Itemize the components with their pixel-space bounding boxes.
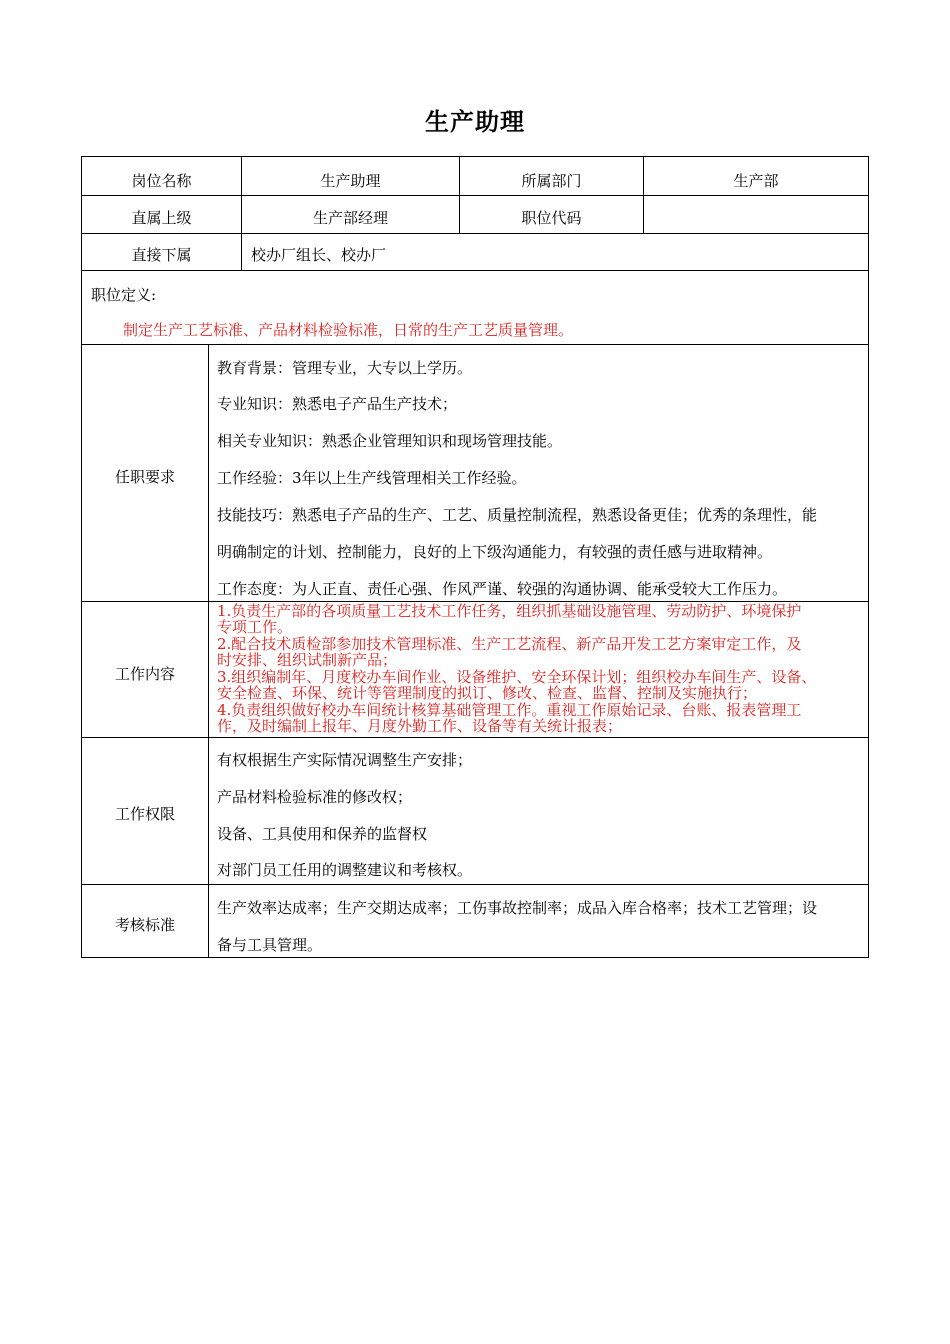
subordinate-value: 校办厂组长、校办厂 — [251, 246, 387, 264]
row-divider — [82, 270, 868, 271]
position-code-label: 职位代码 — [521, 209, 582, 227]
definition-label: 职位定义: — [91, 286, 157, 304]
duty-line: 时安排、组织试制新产品； — [217, 651, 398, 669]
duty-line: 专项工作。 — [217, 618, 293, 636]
row-divider — [82, 195, 868, 196]
supervisor-value: 生产部经理 — [312, 209, 388, 227]
column-divider — [208, 344, 209, 958]
definition-text: 制定生产工艺标准、产品材料检验标准，日常的生产工艺质量管理。 — [123, 321, 574, 339]
duty-line: 2.配合技术质检部参加技术管理标准、生产工艺流程、新产品开发工艺方案审定工作，及 — [217, 635, 802, 653]
row-divider — [82, 884, 868, 885]
requirements-label: 任职要求 — [114, 468, 175, 486]
assessment-line: 备与工具管理。 — [217, 936, 323, 954]
department-label: 所属部门 — [521, 172, 582, 190]
authority-item: 有权根据生产实际情况调整生产安排； — [217, 751, 473, 769]
supervisor-label: 直属上级 — [131, 209, 192, 227]
assessment-label: 考核标准 — [114, 916, 175, 934]
requirement-item: 技能技巧：熟悉电子产品的生产、工艺、质量控制流程，熟悉设备更佳；优秀的条理性，能 — [217, 506, 818, 524]
row-divider — [82, 737, 868, 738]
authority-item: 产品材料检验标准的修改权； — [217, 788, 413, 806]
assessment-line: 生产效率达成率；生产交期达成率；工伤事故控制率；成品入库合格率；技术工艺管理；设 — [217, 899, 818, 917]
authority-item: 对部门员工任用的调整建议和考核权。 — [217, 861, 473, 879]
duty-line: 4.负责组织做好校办车间统计核算基础管理工作。重视工作原始记录、台账、报表管理工 — [217, 701, 802, 719]
duty-line: 作，及时编制上报年、月度外勤工作、设备等有关统计报表； — [217, 717, 623, 735]
subordinate-label: 直接下属 — [131, 246, 192, 264]
row-divider — [82, 233, 868, 234]
requirement-item: 相关专业知识：熟悉企业管理知识和现场管理技能。 — [217, 432, 563, 450]
page-title: 生产助理 — [425, 107, 525, 136]
position-name-value: 生产助理 — [320, 172, 381, 190]
requirement-item: 明确制定的计划、控制能力，良好的上下级沟通能力，有较强的责任感与进取精神。 — [217, 543, 773, 561]
duty-line: 安全检查、环保、统计等管理制度的拟订、修改、检查、监督、控制及实施执行； — [217, 684, 758, 702]
authority-label: 工作权限 — [114, 805, 175, 823]
requirement-item: 专业知识：熟悉电子产品生产技术； — [217, 395, 458, 413]
duties-label: 工作内容 — [114, 665, 175, 683]
duty-line: 3.组织编制年、月度校办车间作业、设备维护、安全环保计划；组织校办车间生产、设备、 — [217, 668, 817, 686]
requirement-item: 教育背景：管理专业，大专以上学历。 — [217, 359, 473, 377]
requirement-item: 工作经验：3年以上生产线管理相关工作经验。 — [217, 469, 527, 487]
authority-item: 设备、工具使用和保养的监督权 — [217, 825, 428, 843]
row-divider — [82, 344, 868, 345]
job-description-table — [81, 156, 869, 958]
duty-line: 1.负责生产部的各项质量工艺技术工作任务，组织抓基础设施管理、劳动防护、环境保护 — [217, 602, 802, 620]
column-divider — [643, 157, 644, 233]
department-value: 生产部 — [733, 172, 779, 190]
position-name-label: 岗位名称 — [131, 172, 192, 190]
requirement-item: 工作态度：为人正直、责任心强、作风严谨、较强的沟通协调、能承受较大工作压力。 — [217, 580, 788, 598]
